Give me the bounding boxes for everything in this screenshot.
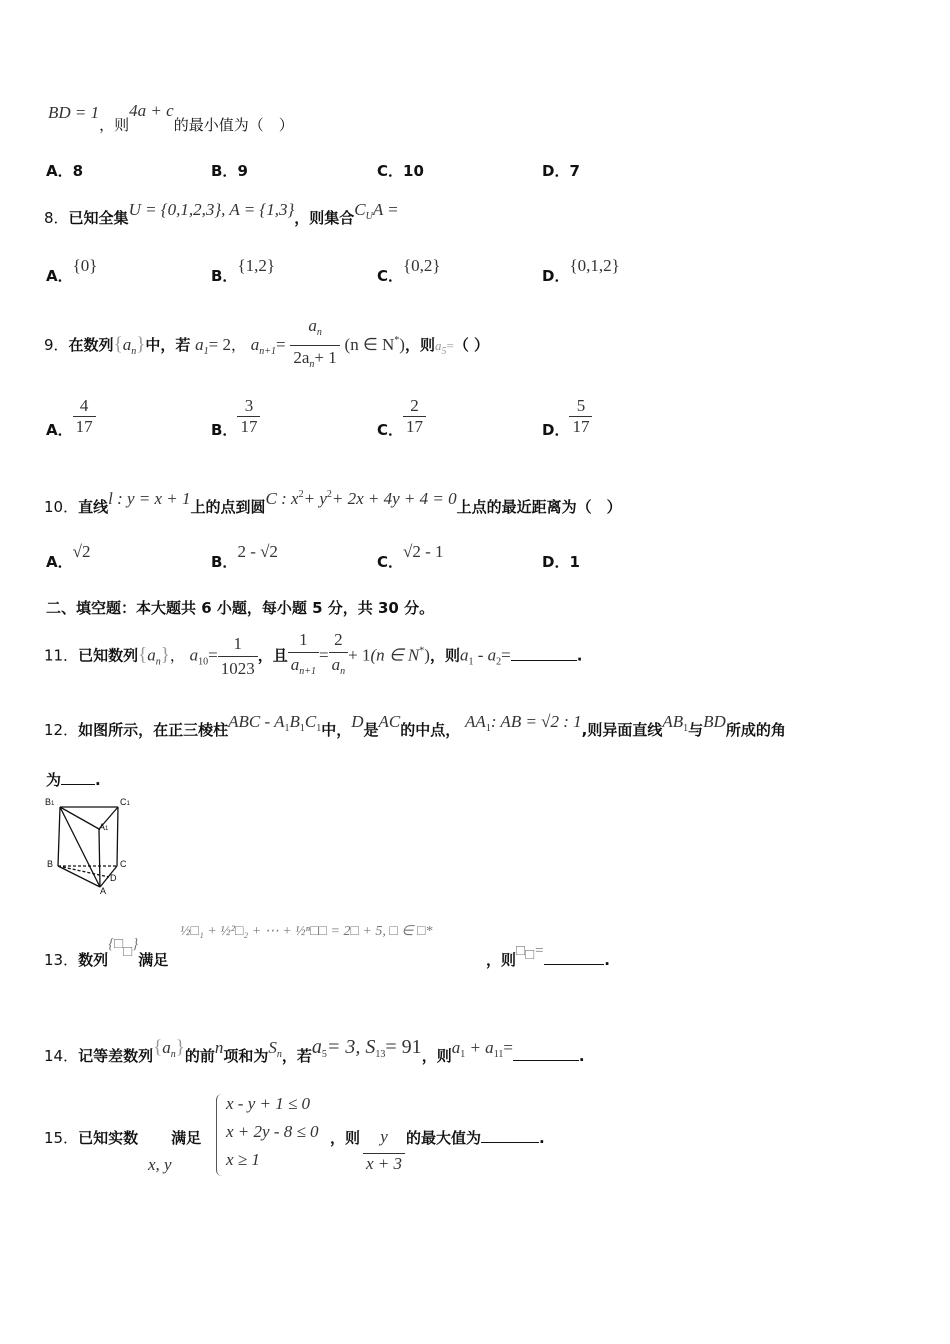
q11-text1: 已知数列 bbox=[78, 646, 139, 665]
option-letter: D． bbox=[542, 267, 570, 285]
q10-option-d[interactable] bbox=[542, 552, 580, 572]
option-letter: D． bbox=[542, 553, 570, 571]
q12-text5: ,则异面直线 bbox=[581, 721, 663, 739]
frac-den: 2a bbox=[293, 348, 310, 367]
edge-b1-b bbox=[58, 807, 60, 866]
q14-s-sub: n bbox=[276, 1049, 282, 1060]
q11-condition: (n ∈ N bbox=[370, 645, 420, 665]
q12-number: 12． bbox=[44, 721, 79, 739]
q15-text4: 的最大值为 bbox=[406, 1129, 482, 1147]
answer-blank[interactable] bbox=[513, 1046, 579, 1061]
q9-comma: ， bbox=[230, 336, 246, 354]
frac-den-sub: n+1 bbox=[299, 666, 317, 677]
option-fraction bbox=[73, 396, 96, 437]
q10-sq2: 2 bbox=[326, 489, 332, 500]
q15-number: 15． bbox=[44, 1129, 79, 1147]
q11-seq: a bbox=[147, 645, 156, 665]
q14-text3: 项和为 bbox=[223, 1047, 269, 1065]
frac-num: 5 bbox=[576, 396, 586, 415]
q10-sq1: 2 bbox=[298, 489, 304, 500]
q14-cond1-sub: 5 bbox=[321, 1049, 327, 1060]
q14-seq-sub: n bbox=[170, 1049, 176, 1060]
q8-option-d[interactable] bbox=[542, 256, 620, 285]
q15-constraint-1: x - y + 1 ≤ 0 bbox=[226, 1094, 311, 1113]
q15-text1: 已知实数 bbox=[78, 1129, 139, 1147]
edge-a1-a bbox=[99, 829, 100, 887]
q14-n: n bbox=[214, 1038, 224, 1057]
frac-den: 17 bbox=[569, 416, 592, 437]
option-letter: D． bbox=[542, 421, 570, 439]
q12-ratio: AA bbox=[465, 712, 486, 731]
q11-condition-end: ) bbox=[424, 645, 430, 665]
q11-condition-sup: * bbox=[419, 645, 425, 657]
option-value: √2 - 1 bbox=[403, 542, 444, 561]
q10-number: 10． bbox=[44, 498, 79, 516]
q12-prism-sub2: 1 bbox=[299, 723, 305, 734]
frac-num: 4 bbox=[79, 396, 89, 415]
q13-an: □ bbox=[516, 943, 526, 959]
q8-option-a[interactable] bbox=[46, 256, 98, 285]
q9-paren: （ ） bbox=[453, 336, 490, 354]
answer-blank[interactable] bbox=[481, 1128, 539, 1143]
q12-text7: 所成的角 bbox=[725, 721, 786, 739]
q9-condition-sup: * bbox=[394, 335, 400, 346]
q14-sum-sub2: 11 bbox=[493, 1049, 504, 1060]
q10-option-c[interactable] bbox=[377, 542, 444, 571]
q14-sum-sub1: 1 bbox=[460, 1049, 466, 1060]
frac-den: 1023 bbox=[218, 656, 258, 681]
brace-left: { bbox=[113, 334, 123, 355]
q10-text3: 上点的最近距离为（ ） bbox=[456, 498, 622, 516]
question-13 bbox=[44, 925, 169, 969]
frac-den: 17 bbox=[73, 416, 96, 437]
q12-prism-c: C bbox=[304, 712, 317, 731]
q10-line: l : y = x + 1 bbox=[108, 489, 191, 508]
q8-number: 8． bbox=[44, 209, 69, 227]
q11-text2: ，且 bbox=[257, 646, 288, 665]
option-value: 9 bbox=[237, 162, 248, 180]
q9-text1: 在数列 bbox=[68, 336, 114, 354]
question-12 bbox=[44, 712, 786, 739]
label-c1: C1 bbox=[120, 797, 130, 807]
q12-ac: AC bbox=[378, 712, 401, 731]
q13-text2: 满足 bbox=[138, 951, 169, 969]
frac-den-sub: n bbox=[340, 666, 346, 677]
q9-a1-sub: 1 bbox=[203, 346, 209, 357]
q15-text3: ，则 bbox=[330, 1129, 361, 1147]
brace-left: { bbox=[138, 644, 148, 666]
q9-option-b[interactable] bbox=[211, 396, 260, 437]
q14-cond2-sub: 13 bbox=[375, 1049, 386, 1060]
q11-eq: = bbox=[208, 645, 218, 665]
q15-constraint-2: x + 2y - 8 ≤ 0 bbox=[226, 1122, 319, 1141]
q9-a1: a bbox=[195, 335, 204, 354]
q14-sum-mid: + a bbox=[465, 1038, 494, 1057]
option-letter: B． bbox=[211, 162, 238, 180]
q15-tail bbox=[330, 1128, 360, 1148]
frac-num: 1 bbox=[233, 633, 242, 653]
option-value: {0,1,2} bbox=[569, 256, 620, 275]
option-letter: A． bbox=[46, 553, 73, 571]
q14-text4: ，若 bbox=[281, 1047, 312, 1065]
option-letter: C． bbox=[377, 162, 404, 180]
option-letter: B． bbox=[211, 421, 238, 439]
q13-seq-sub: □ bbox=[123, 944, 133, 960]
q15-text2: 满足 bbox=[171, 1129, 202, 1147]
edge-b-a bbox=[58, 866, 100, 887]
q13-text3: ，则 bbox=[486, 951, 517, 969]
q8-complement: C bbox=[354, 200, 366, 219]
q15-fraction bbox=[363, 1127, 405, 1174]
q9-eq: = bbox=[276, 335, 286, 354]
question-10 bbox=[44, 485, 622, 516]
frac-num: 1 bbox=[299, 630, 308, 649]
q15-vars: x, y bbox=[148, 1155, 172, 1174]
q10-text2: 上的点到圆 bbox=[190, 498, 266, 516]
q7-tail bbox=[48, 101, 294, 134]
q11-diff-mid: - a bbox=[473, 645, 497, 665]
q8-option-b[interactable] bbox=[211, 256, 276, 285]
q13-seq-end: } bbox=[132, 936, 139, 952]
q9-text3: ，则 bbox=[404, 336, 435, 354]
q14-cond1-val: = 3, S bbox=[326, 1036, 376, 1058]
option-value: {0} bbox=[72, 256, 98, 275]
label-a: A bbox=[100, 886, 107, 896]
q11-comma: ， bbox=[169, 646, 185, 665]
frac-den: 17 bbox=[237, 416, 260, 437]
question-11 bbox=[44, 628, 582, 684]
q15-end: . bbox=[539, 1129, 545, 1147]
q14-s: S bbox=[268, 1038, 277, 1057]
q7-mid: ，则 bbox=[99, 116, 130, 134]
option-letter: A． bbox=[46, 267, 73, 285]
label-b1: B1 bbox=[45, 797, 55, 807]
answer-blank[interactable] bbox=[511, 646, 577, 661]
frac-den-sub: n bbox=[309, 359, 315, 370]
q11-diff-sub1: 1 bbox=[468, 656, 474, 668]
brace-right: } bbox=[136, 334, 146, 355]
label-b: B bbox=[47, 859, 54, 869]
q9-condition: (n ∈ N bbox=[344, 335, 395, 354]
q15-system-brace bbox=[216, 1094, 223, 1176]
q12-point-d: D bbox=[351, 712, 364, 731]
brace-right: } bbox=[160, 644, 170, 666]
question-14 bbox=[44, 1036, 585, 1066]
option-value: 7 bbox=[569, 162, 580, 180]
q10-circle-tail2: + 2x + 4y + 4 = 0 bbox=[331, 489, 457, 508]
q9-a5: a bbox=[434, 338, 442, 353]
option-letter: A． bbox=[46, 421, 73, 439]
q11-fraction2 bbox=[288, 628, 319, 684]
q11-fraction3 bbox=[329, 628, 349, 684]
q14-end: . bbox=[578, 1047, 585, 1065]
q12-line2-text: 为 bbox=[46, 771, 62, 789]
q14-text2: 的前 bbox=[184, 1047, 215, 1065]
q11-diff-sub2: 2 bbox=[496, 656, 502, 668]
q14-seq: a bbox=[162, 1038, 171, 1057]
option-value: √2 bbox=[72, 542, 91, 561]
q12-text1: 如图所示，在正三棱柱 bbox=[78, 721, 229, 739]
q14-cond1: a bbox=[311, 1036, 322, 1058]
label-a1: A1 bbox=[99, 822, 109, 832]
q11-eq2: = bbox=[319, 645, 329, 665]
q14-text5: ，则 bbox=[421, 1047, 452, 1065]
option-value: 1 bbox=[569, 553, 580, 571]
q9-a1-value: = 2 bbox=[208, 335, 231, 354]
q9-option-c[interactable] bbox=[377, 396, 426, 437]
q11-fraction1 bbox=[218, 632, 258, 681]
option-value: 8 bbox=[72, 162, 84, 180]
option-fraction bbox=[403, 396, 426, 437]
q14-number: 14． bbox=[44, 1047, 79, 1065]
question-15 bbox=[44, 1128, 201, 1148]
q14-sum: a bbox=[451, 1038, 461, 1057]
q11-tail: + 1 bbox=[348, 645, 371, 665]
frac-den-tail: + 1 bbox=[314, 348, 337, 367]
option-letter: C． bbox=[377, 553, 404, 571]
q9-fraction bbox=[290, 314, 339, 377]
q8-text1: 已知全集 bbox=[68, 209, 129, 227]
q11-diff: a bbox=[459, 645, 469, 665]
q9-condition-end: ) bbox=[399, 335, 405, 354]
q9-number: 9． bbox=[44, 336, 69, 354]
q7-expr: 4a + c bbox=[129, 101, 174, 120]
q10-circle-tail: + y bbox=[303, 489, 327, 508]
q15-constraint-3: x ≥ 1 bbox=[226, 1150, 260, 1169]
segment-b-d-dashed bbox=[58, 866, 109, 877]
q11-seq-sub: n bbox=[155, 656, 161, 668]
q9-a5-eq: = bbox=[446, 338, 454, 353]
q7-option-a[interactable] bbox=[46, 161, 83, 181]
frac-num: y bbox=[380, 1127, 388, 1146]
option-letter: C． bbox=[377, 267, 404, 285]
frac-num: 2 bbox=[410, 396, 419, 415]
q12-ratio-sub: 1 bbox=[485, 723, 491, 734]
q13-seq: {□ bbox=[108, 936, 124, 952]
q9-text2: 中，若 bbox=[145, 336, 191, 354]
q13-formula: ½□₁ + ½²□₂ + ⋯ + ½ⁿ□□ = 2□ + 5, □ ∈ □* bbox=[180, 924, 433, 939]
q14-text1: 记等差数列 bbox=[78, 1047, 154, 1065]
frac-num: 3 bbox=[244, 396, 254, 415]
q13-an-eq: = bbox=[534, 943, 545, 959]
q9-a5-sub: 5 bbox=[441, 346, 447, 357]
q12-text4: 的中点， bbox=[400, 721, 461, 739]
prism-figure bbox=[42, 795, 142, 895]
q8-set-a: , A = {1,3} bbox=[221, 200, 295, 219]
q10-option-a[interactable] bbox=[46, 542, 91, 571]
answer-blank[interactable] bbox=[544, 950, 604, 965]
q10-text1: 直线 bbox=[78, 498, 109, 516]
q12-end: . bbox=[95, 771, 101, 789]
q12-ab1: AB bbox=[662, 712, 684, 731]
q13-text1: 数列 bbox=[78, 951, 109, 969]
q12-ratio2: : AB = √2 : 1 bbox=[490, 712, 582, 731]
q14-cond2-val: = 91 bbox=[385, 1036, 422, 1058]
answer-blank[interactable] bbox=[61, 770, 95, 785]
option-value: 2 - √2 bbox=[237, 542, 278, 561]
q7-text: 的最小值为（ ） bbox=[173, 116, 294, 134]
option-letter: B． bbox=[211, 267, 238, 285]
section-heading-fill-in: 二、填空题：本大题共 6 小题，每小题 5 分，共 30 分。 bbox=[46, 599, 435, 617]
q8-universal-set: U = {0,1,2,3} bbox=[128, 200, 222, 219]
option-letter: C． bbox=[377, 421, 404, 439]
frac-den: x + 3 bbox=[363, 1153, 405, 1174]
question-9 bbox=[44, 314, 489, 377]
q9-option-a[interactable] bbox=[46, 396, 96, 437]
q9-seq: a bbox=[122, 335, 132, 354]
frac-num: a bbox=[308, 316, 317, 335]
frac-den: a bbox=[331, 655, 341, 674]
frac-den: 17 bbox=[403, 416, 426, 437]
option-letter: A． bbox=[46, 162, 73, 180]
q11-a10: a bbox=[189, 645, 199, 665]
q13-number: 13． bbox=[44, 951, 79, 969]
q8-text2: ，则集合 bbox=[294, 209, 355, 227]
q9-lhs: a bbox=[250, 335, 260, 354]
q15-tail2 bbox=[406, 1128, 545, 1148]
q11-diff-eq: = bbox=[501, 645, 511, 665]
q10-option-b[interactable] bbox=[211, 542, 278, 571]
q11-number: 11． bbox=[44, 646, 79, 665]
q8-complement-sub: U bbox=[365, 211, 373, 222]
q14-sum-eq: = bbox=[503, 1038, 513, 1057]
q12-text6: 与 bbox=[688, 721, 704, 739]
q12-prism-sub1: 1 bbox=[284, 723, 290, 734]
q12-prism: ABC - A bbox=[228, 712, 285, 731]
question-8 bbox=[44, 200, 399, 227]
option-value: {1,2} bbox=[237, 256, 276, 275]
frac-num: 2 bbox=[334, 630, 343, 649]
q11-a10-sub: 10 bbox=[198, 656, 209, 668]
q13-tail bbox=[486, 943, 610, 975]
frac-den: a bbox=[290, 655, 300, 674]
label-c: C bbox=[120, 859, 127, 869]
q9-seq-sub: n bbox=[131, 346, 137, 357]
brace-right: } bbox=[175, 1037, 185, 1058]
q12-bd: BD bbox=[703, 712, 726, 731]
q12-text2: 中， bbox=[321, 721, 352, 739]
edge-c1-c bbox=[117, 807, 118, 866]
option-fraction bbox=[569, 396, 592, 437]
q13-an-sub: □ bbox=[525, 947, 535, 963]
option-letter: B． bbox=[211, 553, 238, 571]
brace-left: { bbox=[153, 1037, 163, 1058]
label-d: D bbox=[110, 873, 117, 883]
q7-option-d[interactable] bbox=[542, 161, 580, 181]
q11-text3: ，则 bbox=[429, 646, 460, 665]
q8-complement-a: A = bbox=[372, 200, 399, 219]
q9-lhs-sub: n+1 bbox=[259, 346, 276, 357]
q7-option-b[interactable] bbox=[211, 161, 248, 181]
option-fraction bbox=[237, 396, 260, 437]
q12-prism-b: B bbox=[289, 712, 300, 731]
q10-circle: C : x bbox=[265, 489, 299, 508]
q12-line2 bbox=[46, 770, 101, 790]
q7-option-c[interactable] bbox=[377, 161, 424, 181]
q11-end: . bbox=[576, 646, 583, 665]
q9-option-d[interactable] bbox=[542, 396, 592, 437]
frac-num-sub: n bbox=[316, 327, 322, 338]
q12-prism-sub3: 1 bbox=[316, 723, 322, 734]
q7-lead: BD = 1 bbox=[48, 103, 100, 122]
q8-option-c[interactable] bbox=[377, 256, 441, 285]
q12-text3: 是 bbox=[363, 721, 379, 739]
q13-end: . bbox=[604, 951, 610, 969]
q12-ab1-sub: 1 bbox=[683, 723, 689, 734]
option-value: {0,2} bbox=[403, 256, 441, 275]
option-value: 10 bbox=[403, 162, 424, 180]
option-letter: D． bbox=[542, 162, 570, 180]
